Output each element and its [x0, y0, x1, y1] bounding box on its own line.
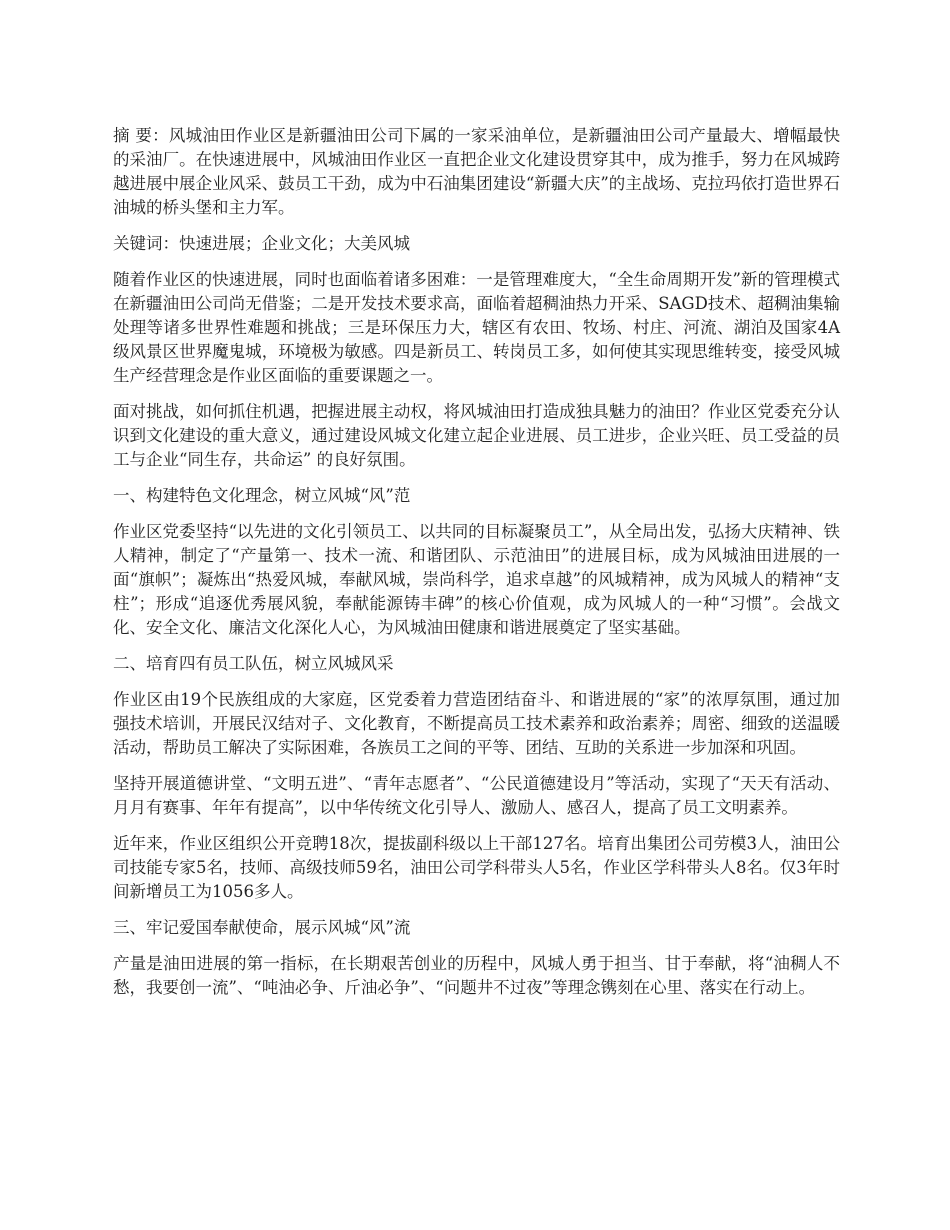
abstract-paragraph: 摘 要：风城油田作业区是新疆油田公司下属的一家采油单位，是新疆油田公司产量最大、增幅最快的采油厂。在快速进展中，风城油田作业区一直把企业文化建设贯穿其中，成为推手，努力在风城跨越进展中展企业风采、鼓员工干劲，成为中石油集团建设“新疆大庆”的主战场、克拉玛依打造世界石油城的桥头堡和主力军。 [113, 126, 840, 217]
section-heading-3: 三、牢记爱国奉献使命，展示风城“风”流 [113, 918, 411, 937]
body-paragraph: 作业区党委坚持“以先进的文化引领员工、以共同的目标凝聚员工”，从全局出发，弘扬大庆精神、铁人精神，制定了“产量第一、技术一流、和谐团队、示范油田”的进展目标，成为风城油田进展的一面“旗帜”；凝炼出“热爱风城，奉献风城，崇尚科学，追求卓越”的风城精神，成为风城人的精神“支柱”；形成“追逐优秀展风貌，奉献能源铸丰碑”的核心价值观，成为风城人的一种“习惯”。会战文化、安全文化、廉洁文化深化人心，为风城油田健康和谐进展奠定了坚实基础。 [113, 522, 840, 637]
body-paragraph: 产量是油田进展的第一指标，在长期艰苦创业的历程中，风城人勇于担当、甘于奉献，将“油稠人不愁，我要创一流”、“吨油必争、斤油必争”、“问题井不过夜”等理念镌刻在心里、落实在行动上。 [113, 954, 840, 997]
body-paragraph: 近年来，作业区组织公开竞聘18次，提拔副科级以上干部127名。培育出集团公司劳模3人，油田公司技能专家5名，技师、高级技师59名，油田公司学科带头人5名，作业区学科带头人8名。仅3年时间新增员工为1056多人。 [113, 834, 840, 901]
section-heading-2: 二、培育四有员工队伍，树立风城风采 [113, 654, 394, 673]
document-body [113, 124, 840, 1012]
body-paragraph: 随着作业区的快速进展，同时也面临着诸多困难：一是管理难度大，“全生命周期开发”新的管理模式在新疆油田公司尚无借鉴；二是开发技术要求高，面临着超稠油热力开采、SAGD技术、超稠油集输处理等诸多世界性难题和挑战；三是环保压力大，辖区有农田、牧场、村庄、河流、湖泊及国家4A级风景区世界魔鬼城，环境极为敏感。四是新员工、转岗员工多，如何使其实现思维转变，接受风城生产经营理念是作业区面临的重要课题之一。 [113, 270, 840, 385]
body-paragraph: 面对挑战，如何抓住机遇，把握进展主动权，将风城油田打造成独具魅力的油田？作业区党委充分认识到文化建设的重大意义，通过建设风城文化建立起企业进展、员工进步，企业兴旺、员工受益的员工与企业“同生存，共命运” 的良好氛围。 [113, 402, 840, 469]
body-paragraph: 作业区由19个民族组成的大家庭，区党委着力营造团结奋斗、和谐进展的“家”的浓厚氛围，通过加强技术培训，开展民汉结对子、文化教育，不断提高员工技术素养和政治素养；周密、细致的送温暖活动，帮助员工解决了实际困难，各族员工之间的平等、团结、互助的关系进一步加深和巩固。 [113, 690, 840, 757]
keywords-paragraph: 关键词：快速进展；企业文化；大美风城 [113, 234, 410, 253]
section-heading-1: 一、构建特色文化理念，树立风城“风”范 [113, 486, 411, 505]
body-paragraph: 坚持开展道德讲堂、“文明五进”、“青年志愿者”、“公民道德建设月”等活动，实现了“天天有活动、月月有赛事、年年有提高”，以中华传统文化引导人、激励人、感召人，提高了员工文明素养。 [113, 774, 840, 817]
